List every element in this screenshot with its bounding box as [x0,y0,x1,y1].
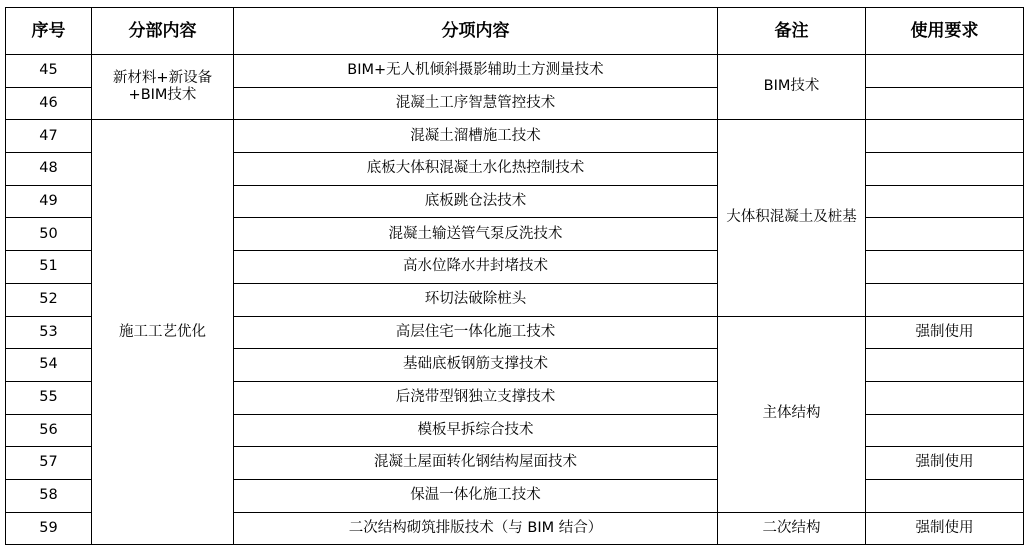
dept-cell: 新材料+新设备+BIM技术 [92,55,234,120]
row-req [866,479,1024,512]
row-item: 二次结构砌筑排版技术（与 BIM 结合） [234,512,718,545]
row-item: 混凝土工序智慧管控技术 [234,87,718,120]
tech-table [5,7,1024,545]
header-note: 备注 [718,8,866,55]
row-no: 46 [6,87,92,120]
row-item: 高层住宅一体化施工技术 [234,316,718,349]
header-dept: 分部内容 [92,8,234,55]
row-no: 51 [6,251,92,284]
note-cell: BIM技术 [718,55,866,120]
row-no: 53 [6,316,92,349]
table-row [6,55,1024,88]
document-page [5,7,1024,545]
row-item: BIM+无人机倾斜摄影辅助土方测量技术 [234,55,718,88]
header-no: 序号 [6,8,92,55]
row-req: 强制使用 [866,512,1024,545]
row-item: 混凝土溜槽施工技术 [234,120,718,153]
row-no: 49 [6,185,92,218]
row-req [866,55,1024,88]
row-req [866,87,1024,120]
row-no: 59 [6,512,92,545]
row-req [866,185,1024,218]
row-no: 50 [6,218,92,251]
row-item: 底板大体积混凝土水化热控制技术 [234,153,718,186]
row-req [866,218,1024,251]
row-item: 环切法破除桩头 [234,283,718,316]
header-item: 分项内容 [234,8,718,55]
row-no: 57 [6,447,92,480]
row-no: 48 [6,153,92,186]
dept-cell: 施工工艺优化 [92,120,234,545]
row-req [866,120,1024,153]
row-req: 强制使用 [866,447,1024,480]
note-cell: 大体积混凝土及桩基 [718,120,866,316]
note-cell: 主体结构 [718,316,866,512]
row-no: 58 [6,479,92,512]
row-item: 保温一体化施工技术 [234,479,718,512]
row-item: 高水位降水井封堵技术 [234,251,718,284]
row-req [866,283,1024,316]
row-no: 56 [6,414,92,447]
row-req [866,381,1024,414]
row-item: 基础底板钢筋支撑技术 [234,349,718,382]
row-no: 55 [6,381,92,414]
row-item: 混凝土屋面转化钢结构屋面技术 [234,447,718,480]
row-req [866,153,1024,186]
row-req [866,349,1024,382]
header-row [6,8,1024,55]
note-cell: 二次结构 [718,512,866,545]
header-req: 使用要求 [866,8,1024,55]
row-item: 模板早拆综合技术 [234,414,718,447]
row-item: 混凝土输送管气泵反洗技术 [234,218,718,251]
row-no: 54 [6,349,92,382]
row-req [866,414,1024,447]
row-item: 底板跳仓法技术 [234,185,718,218]
table-row [6,120,1024,153]
row-item: 后浇带型钢独立支撑技术 [234,381,718,414]
row-req: 强制使用 [866,316,1024,349]
row-no: 47 [6,120,92,153]
row-no: 52 [6,283,92,316]
row-req [866,251,1024,284]
row-no: 45 [6,55,92,88]
